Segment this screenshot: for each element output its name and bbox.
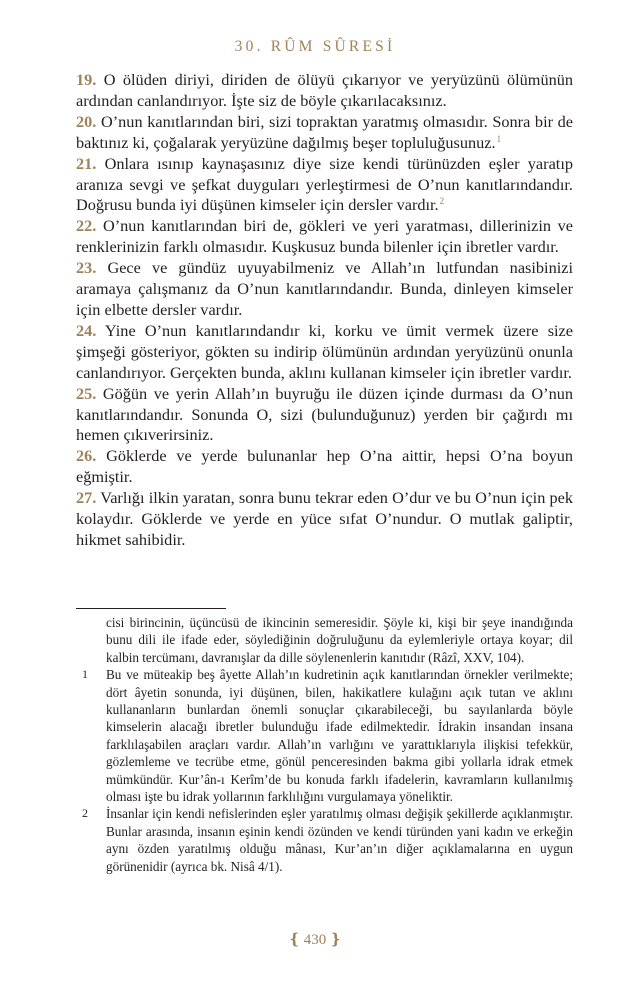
footnote-1	[76, 666, 573, 805]
footnote-number	[76, 614, 106, 666]
verse-number: 25.	[76, 383, 97, 403]
right-ornament-icon: ❵	[329, 932, 342, 948]
verse-text: Gece ve gündüz uyuyabilmeniz ve Allah’ın lutfundan nasibinizi aramaya çalışmanız da O’nun kanıtlarındandır. Bunda, dinleyen kimseler için elbette dersler vardır.	[76, 258, 573, 319]
footnote-list	[76, 614, 573, 875]
verse-text: Göğün ve yerin Allah’ın buyruğu ile düzen içinde durması da O’nun kanıtlarındandır. Sonunda O, sizi (bulunduğunuz) yerden bir çağırdı mı hemen çıkıverirsiniz.	[76, 383, 573, 445]
running-head: 30. RÛM SÛRESİ	[234, 38, 396, 55]
footnote-continued	[76, 614, 573, 666]
page-number-footer	[0, 930, 630, 949]
footnote-number: 2	[82, 806, 88, 821]
verse-number: 26.	[76, 446, 97, 466]
verse-text: O’nun kanıtlarından biri, sizi topraktan yaratmış olmasıdır. Sonra bir de baktınız ki, çoğalarak yeryüzüne dağılmış beşer topluluğusunuz.	[76, 111, 573, 152]
verse-text: Göklerde ve yerde bulunanlar hep O’na aittir, hepsi O’na boyun eğmiştir.	[76, 446, 573, 487]
verse-number: 19.	[76, 70, 97, 89]
verse-24	[76, 321, 573, 384]
page-number: 430	[303, 932, 327, 948]
verse-26	[76, 446, 573, 488]
verse-number: 20.	[76, 111, 97, 131]
verse-20	[76, 112, 573, 154]
verse-19	[76, 70, 573, 112]
verse-number: 22.	[76, 216, 97, 236]
footnote-text: cisi birincinin, üçüncüsü de ikincinin semeresidir. Şöyle ki, kişi bir şeye inandığında bunu dili ile ifade eder, söylediğinin doğruluğunu da eylemleriyle ortaya koyar; dil kalbin tercümanı, davranışlar da dille söylenenlerin kanıtıdır (Râzî, XXV, 104).	[106, 615, 573, 665]
footnote-reference[interactable]: 1	[496, 133, 502, 144]
verse-21	[76, 154, 573, 217]
verse-number: 24.	[76, 320, 97, 340]
verse-text: Onlara ısınıp kaynaşasınız diye size kendi türünüzden eşler yaratıp aranıza sevgi ve şefkat duyguları yerleştirmesi de O’nun kanıtlarındandır. Doğrusu bunda iyi düşünen kimseler için dersler vardır.	[76, 153, 573, 215]
verse-text: O ölüden diriyi, diriden de ölüyü çıkarıyor ve yeryüzünü ölümünün ardından canlandırıyor. İşte siz de böyle çıkarılacaksınız.	[76, 70, 574, 110]
verse-27	[76, 488, 573, 551]
verse-text: Yine O’nun kanıtlarındandır ki, korku ve ümit vermek üzere size şimşeği gösteriyor, gökten su indirip ölümünün ardından yeryüzünü onunla canlandırıyor. Gerçekten bunda, aklını kullanan kimseler için ibretler vardır.	[76, 320, 574, 382]
footnote-reference[interactable]: 2	[439, 196, 445, 207]
footnote-separator	[76, 608, 226, 609]
verse-list	[76, 70, 573, 551]
footnote-number: 1	[82, 667, 88, 682]
verse-25	[76, 384, 573, 447]
verse-number: 21.	[76, 153, 97, 173]
verse-23	[76, 258, 573, 321]
verse-number: 23.	[76, 258, 97, 278]
verse-text: O’nun kanıtlarından biri de, gökleri ve yeri yaratması, dillerinizin ve renklerinizin farklı olmasıdır. Kuşkusuz bunda bilenler için ibretler vardır.	[76, 216, 574, 257]
footnote-2	[76, 805, 573, 875]
footnote-text: Bu ve müteakip beş âyette Allah’ın kudretinin açık kanıtlarından örnekler verilmekte; dört âyetin sonunda, iyi düşünen, bilen, hakikatlere kulağını açık tutan ve aklını kullananların bunlardan önemli sonuçlar çıkarabileceği, bu sayılanlarda böyle kimselerin alacağı ibretler bulunduğu ifade edilmektedir. İdrakin insandan insana farklılaşabilen araçları vardır. Allah’ın varlığını ve yarattıklarıyla ilişkisi tefekkür, gözlemleme ve tecrübe etme, gönül penceresinden bakma gibi yollarla idrak etmek mümkündür. Kur’ân-ı Kerîm’de bu konuda farklı ifadelerin, kavramların kullanılmış olması işte bu idrak yollarının farklılığını vurgulamaya yöneliktir.	[106, 667, 573, 805]
verse-22	[76, 216, 573, 258]
footnote-text: İnsanlar için kendi nefislerinden eşler yaratılmış olması değişik şekillerde açıklanmıştır. Bunlar arasında, insanın eşinin kendi özünden ve kendi türünden yani kadın ve erkeğin aynı özden yaratılmış olduğu mânası, Kur’an’ın diğer açıklamalarına en uygun görünenidir (ayrıca bk. Nisâ 4/1).	[106, 806, 573, 874]
verse-number: 27.	[76, 488, 97, 508]
left-ornament-icon: ❴	[288, 932, 301, 948]
verse-text: Varlığı ilkin yaratan, sonra bunu tekrar eden O’dur ve bu O’nun için pek kolaydır. Göklerde ve yerde en yüce sıfat O’nundur. O mutlak galiptir, hikmet sahibidir.	[76, 488, 574, 549]
